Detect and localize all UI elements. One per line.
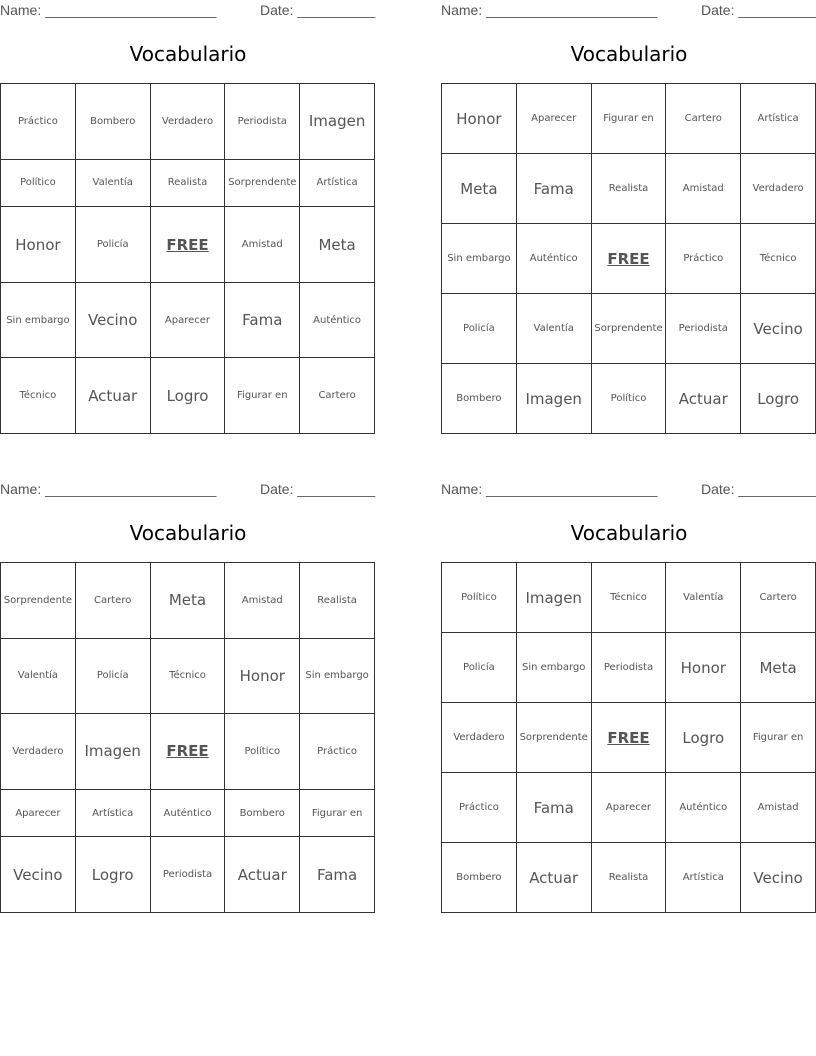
grid-cell: Auténtico xyxy=(516,224,591,294)
grid-cell: Sin embargo xyxy=(1,282,76,358)
grid-cell: Figurar en xyxy=(741,703,816,773)
grid-cell: Valentía xyxy=(75,159,150,207)
grid-cell: Sorprendente xyxy=(225,159,300,207)
grid-cell: Práctico xyxy=(442,773,517,843)
bingo-card-1 xyxy=(0,0,376,405)
grid-cell: Sin embargo xyxy=(300,638,375,714)
grid-cell: Vecino xyxy=(75,282,150,358)
name-line: Name: ______________________ xyxy=(441,2,658,18)
grid-cell: Auténtico xyxy=(300,282,375,358)
grid-row xyxy=(442,154,816,224)
grid-cell: Verdadero xyxy=(741,154,816,224)
grid-cell: Aparecer xyxy=(1,789,76,837)
free-space-cell: FREE xyxy=(150,714,225,790)
card-title: Vocabulario xyxy=(570,521,688,545)
grid-cell: Periodista xyxy=(666,294,741,364)
grid-cell: Sin embargo xyxy=(516,633,591,703)
grid-cell: Auténtico xyxy=(666,773,741,843)
grid-row xyxy=(1,282,375,358)
grid-cell: Amistad xyxy=(225,563,300,639)
grid-row xyxy=(1,159,375,207)
grid-row xyxy=(442,294,816,364)
card-title: Vocabulario xyxy=(129,521,247,545)
grid-cell: Policía xyxy=(442,294,517,364)
grid-row xyxy=(1,563,375,639)
grid-cell: Práctico xyxy=(300,714,375,790)
grid-cell: Figurar en xyxy=(225,358,300,434)
date-line: Date: __________ xyxy=(701,481,816,497)
grid-cell: Verdadero xyxy=(1,714,76,790)
bingo-grid xyxy=(0,83,375,434)
grid-cell: Sorprendente xyxy=(1,563,76,639)
grid-cell: Práctico xyxy=(666,224,741,294)
grid-row xyxy=(442,364,816,434)
grid-cell: Práctico xyxy=(1,84,76,160)
bingo-grid xyxy=(441,562,816,913)
date-line: Date: __________ xyxy=(701,2,816,18)
grid-cell: Amistad xyxy=(225,207,300,283)
grid-row xyxy=(1,207,375,283)
bingo-grid xyxy=(0,562,375,913)
grid-cell: Valentía xyxy=(516,294,591,364)
grid-cell: Aparecer xyxy=(516,84,591,154)
grid-cell: Político xyxy=(591,364,666,434)
grid-cell: Meta xyxy=(741,633,816,703)
grid-cell: Meta xyxy=(442,154,517,224)
grid-cell: Realista xyxy=(300,563,375,639)
grid-cell: Auténtico xyxy=(150,789,225,837)
bingo-card-3 xyxy=(0,479,376,884)
grid-cell: Figurar en xyxy=(591,84,666,154)
grid-row xyxy=(442,84,816,154)
grid-cell: Amistad xyxy=(741,773,816,843)
grid-cell: Honor xyxy=(225,638,300,714)
grid-cell: Bombero xyxy=(75,84,150,160)
grid-cell: Técnico xyxy=(150,638,225,714)
name-line: Name: ______________________ xyxy=(441,481,658,497)
grid-cell: Artística xyxy=(741,84,816,154)
grid-cell: Actuar xyxy=(225,837,300,913)
card-header xyxy=(441,481,816,499)
grid-row xyxy=(442,224,816,294)
grid-cell: Técnico xyxy=(741,224,816,294)
date-line: Date: __________ xyxy=(260,481,376,497)
grid-cell: Imagen xyxy=(516,563,591,633)
grid-cell: Realista xyxy=(591,843,666,913)
grid-cell: Actuar xyxy=(666,364,741,434)
grid-cell: Artística xyxy=(666,843,741,913)
grid-row xyxy=(1,358,375,434)
grid-cell: Policía xyxy=(75,638,150,714)
grid-cell: Honor xyxy=(666,633,741,703)
grid-cell: Bombero xyxy=(442,843,517,913)
grid-row xyxy=(442,703,816,773)
grid-cell: Honor xyxy=(1,207,76,283)
grid-cell: Meta xyxy=(300,207,375,283)
grid-cell: Logro xyxy=(666,703,741,773)
card-header xyxy=(441,2,816,20)
grid-cell: Imagen xyxy=(300,84,375,160)
grid-cell: Valentía xyxy=(666,563,741,633)
grid-cell: Periodista xyxy=(225,84,300,160)
grid-cell: Bombero xyxy=(442,364,517,434)
grid-row xyxy=(1,638,375,714)
grid-cell: Figurar en xyxy=(300,789,375,837)
card-header xyxy=(0,2,376,20)
grid-row xyxy=(1,837,375,913)
grid-cell: Político xyxy=(1,159,76,207)
grid-cell: Vecino xyxy=(1,837,76,913)
grid-cell: Fama xyxy=(516,154,591,224)
grid-cell: Meta xyxy=(150,563,225,639)
grid-cell: Periodista xyxy=(150,837,225,913)
free-space-cell: FREE xyxy=(591,224,666,294)
grid-cell: Policía xyxy=(442,633,517,703)
grid-cell: Cartero xyxy=(75,563,150,639)
grid-cell: Técnico xyxy=(591,563,666,633)
grid-cell: Cartero xyxy=(300,358,375,434)
grid-row xyxy=(442,843,816,913)
free-space-cell: FREE xyxy=(150,207,225,283)
bingo-card-2 xyxy=(441,0,816,408)
grid-cell: Actuar xyxy=(516,843,591,913)
grid-cell: Valentía xyxy=(1,638,76,714)
grid-cell: Artística xyxy=(75,789,150,837)
grid-cell: Político xyxy=(442,563,517,633)
name-line: Name: ______________________ xyxy=(0,481,217,497)
grid-cell: Aparecer xyxy=(150,282,225,358)
grid-cell: Realista xyxy=(150,159,225,207)
grid-cell: Vecino xyxy=(741,294,816,364)
grid-cell: Honor xyxy=(442,84,517,154)
grid-cell: Fama xyxy=(225,282,300,358)
grid-cell: Aparecer xyxy=(591,773,666,843)
grid-cell: Actuar xyxy=(75,358,150,434)
grid-cell: Sorprendente xyxy=(591,294,666,364)
date-line: Date: __________ xyxy=(260,2,376,18)
grid-row xyxy=(442,563,816,633)
grid-cell: Imagen xyxy=(516,364,591,434)
grid-cell: Artística xyxy=(300,159,375,207)
grid-cell: Cartero xyxy=(741,563,816,633)
grid-cell: Sin embargo xyxy=(442,224,517,294)
grid-cell: Político xyxy=(225,714,300,790)
grid-cell: Verdadero xyxy=(442,703,517,773)
grid-row xyxy=(442,633,816,703)
grid-cell: Periodista xyxy=(591,633,666,703)
grid-cell: Logro xyxy=(150,358,225,434)
grid-cell: Logro xyxy=(75,837,150,913)
card-title: Vocabulario xyxy=(129,42,247,66)
free-space-cell: FREE xyxy=(591,703,666,773)
grid-cell: Técnico xyxy=(1,358,76,434)
grid-cell: Amistad xyxy=(666,154,741,224)
grid-row xyxy=(1,789,375,837)
card-header xyxy=(0,481,376,499)
name-line: Name: ______________________ xyxy=(0,2,217,18)
bingo-card-4 xyxy=(441,479,816,887)
grid-cell: Vecino xyxy=(741,843,816,913)
grid-cell: Fama xyxy=(300,837,375,913)
grid-cell: Realista xyxy=(591,154,666,224)
grid-cell: Policía xyxy=(75,207,150,283)
grid-cell: Imagen xyxy=(75,714,150,790)
grid-row xyxy=(442,773,816,843)
bingo-grid xyxy=(441,83,816,434)
grid-cell: Sorprendente xyxy=(516,703,591,773)
grid-row xyxy=(1,84,375,160)
grid-cell: Bombero xyxy=(225,789,300,837)
grid-cell: Fama xyxy=(516,773,591,843)
card-title: Vocabulario xyxy=(570,42,688,66)
grid-cell: Logro xyxy=(741,364,816,434)
grid-cell: Verdadero xyxy=(150,84,225,160)
grid-row xyxy=(1,714,375,790)
grid-cell: Cartero xyxy=(666,84,741,154)
